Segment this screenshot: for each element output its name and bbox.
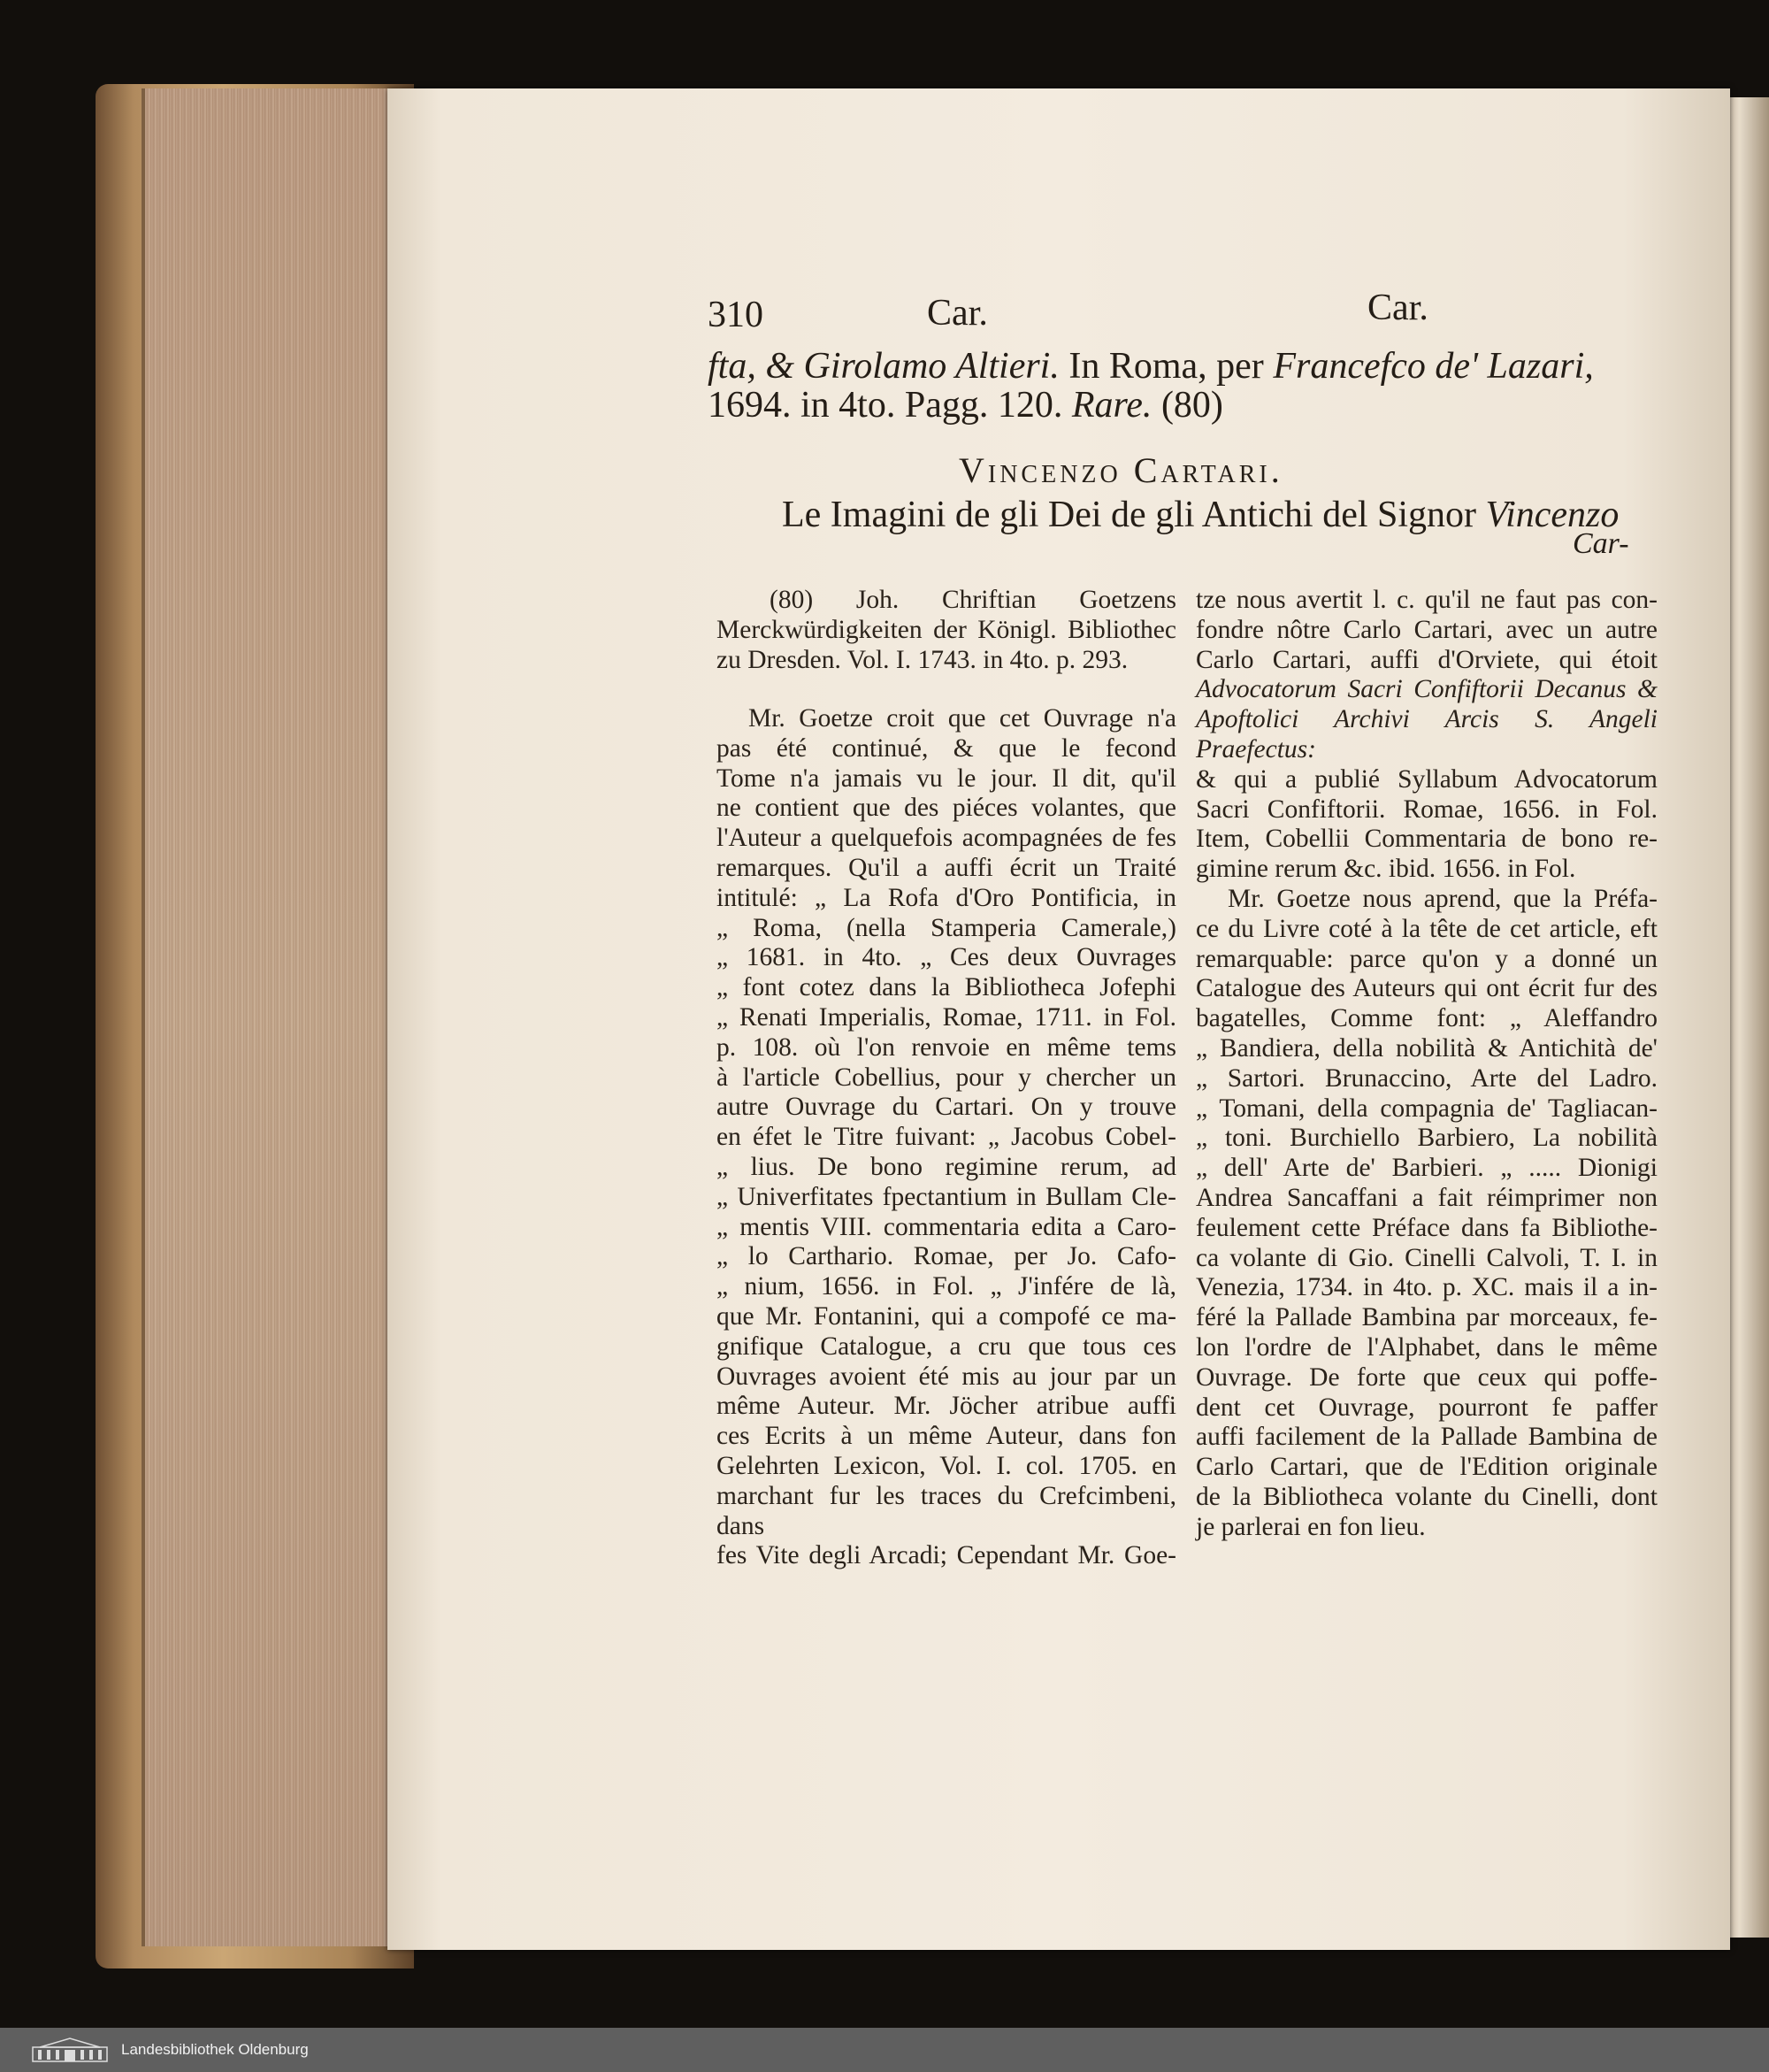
right-column: [1196, 586, 1658, 1543]
text-line: Tome n'a jamais vu le jour. Il dit, qu'il: [716, 764, 1176, 793]
text-line: auffi facilement de la Pallade Bambina de: [1196, 1423, 1658, 1452]
text-line: autre Ouvrage du Cartari. On y trouve: [716, 1093, 1176, 1122]
text-line: de la Bibliotheca volante du Cinelli, dont: [1196, 1482, 1658, 1511]
text-line: Mr. Goetze croit que cet Ouvrage n'a: [748, 704, 1176, 733]
footnote-line: zu Dresden. Vol. I. 1743. in 4to. p. 293.: [716, 645, 1129, 674]
left-column: [716, 704, 1176, 1571]
text-line: „ lo Carthario. Romae, per Jo. Cafo-: [716, 1242, 1176, 1271]
text-line: „ Renati Imperialis, Romae, 1711. in Fol.: [716, 1002, 1176, 1032]
text-line: Carlo Cartari, que de l'Edition originale: [1196, 1453, 1658, 1482]
text-line: bagatelles, Comme font: „ Aleffandro: [1196, 1004, 1658, 1033]
text-line: ce du Livre coté à la tête de cet article, eft: [1196, 914, 1658, 943]
text-line: je parlerai en fon lieu.: [1196, 1512, 1426, 1541]
text-line: intitulé: „ La Rofa d'Oro Pontificia, in: [716, 883, 1176, 912]
footer-institution: Landesbibliothek Oldenburg: [121, 2041, 309, 2058]
work-title-line: Le Imagini de gli Dei de gli Antichi del Signor Vincenzo: [782, 495, 1620, 535]
text-line: Gelehrten Lexicon, Vol. I. col. 1705. en: [716, 1451, 1176, 1480]
library-building-icon: [31, 2037, 109, 2063]
text-line: „ lius. De bono regimine rerum, ad: [716, 1152, 1176, 1181]
text-line: Venezia, 1734. in 4to. p. XC. mais il a in-: [1196, 1273, 1658, 1302]
text-line: ces Ecrits à un même Auteur, dans fon: [716, 1422, 1176, 1451]
text-line: „ mentis VIII. commentaria edita a Caro-: [716, 1212, 1176, 1241]
text-line: marchant fur les traces du Crefcimbeni, dans: [716, 1481, 1176, 1540]
text-line: „ dell' Arte de' Barbieri. „ ..... Dionigi: [1196, 1154, 1658, 1183]
running-head-right: Car.: [1367, 288, 1428, 328]
text-line: remarquable: parce qu'on y a donné un: [1196, 944, 1658, 973]
title-continuation-line-2: 1694. in 4to. Pagg. 120. Rare. (80): [708, 385, 1223, 426]
text-line: même Auteur. Mr. Jöcher atribue auffi: [716, 1392, 1176, 1421]
text-line: pas été continué, & que le fecond: [716, 733, 1176, 763]
footnote-line: Merckwürdigkeiten der Königl. Bibliothec: [716, 615, 1176, 644]
text-line: Mr. Goetze nous aprend, que la Préfa-: [1228, 884, 1658, 913]
text-line: Sacri Confiftorii. Romae, 1656. in Fol.: [1196, 794, 1658, 824]
author-heading: Vincenzo Cartari.: [959, 450, 1283, 490]
text-line: Advocatorum Sacri Confiftorii Decanus &: [1196, 675, 1658, 704]
page-number: 310: [708, 295, 763, 335]
text-line: Ouvrage. De forte que ceux qui poffe-: [1196, 1362, 1658, 1392]
running-head-left: Car.: [927, 293, 988, 334]
text-line: „ toni. Burchiello Barbiero, La nobilità: [1196, 1124, 1658, 1153]
footnote-line: (80) Joh. Chriftian Goetzens: [770, 586, 1176, 614]
text-line: & qui a publié Syllabum Advocatorum: [1196, 764, 1658, 794]
text-line: „ Sartori. Brunaccino, Arte del Ladro.: [1196, 1063, 1658, 1093]
text-line: Apoftolici Archivi Arcis S. Angeli Praefectus:: [1196, 705, 1658, 764]
text-line: „ Bandiera, della nobilità & Antichità de': [1196, 1033, 1658, 1063]
text-line: Ouvrages avoient été mis au jour par un: [716, 1362, 1176, 1391]
text-line: fondre nôtre Carlo Cartari, avec un autre: [1196, 615, 1658, 644]
text-line: gimine rerum &c. ibid. 1656. in Fol.: [1196, 855, 1576, 884]
book-page: [387, 88, 1730, 1950]
text-line: p. 108. où l'on renvoie en même tems: [716, 1032, 1176, 1062]
text-line: en éfet le Titre fuivant: „ Jacobus Cobel-: [716, 1123, 1176, 1152]
text-line: Catalogue des Auteurs qui ont écrit fur des: [1196, 974, 1658, 1003]
text-line: lon l'ordre de l'Alphabet, dans le même: [1196, 1332, 1658, 1362]
page-block-edges: [142, 88, 402, 1946]
text-line: Item, Cobellii Commentaria de bono re-: [1196, 825, 1658, 854]
footer-bar: [0, 2028, 1769, 2072]
text-line: „ Tomani, della compagnia de' Tagliacan-: [1196, 1094, 1658, 1123]
text-line: „ 1681. in 4to. „ Ces deux Ouvrages: [716, 943, 1176, 972]
text-line: l'Auteur a quelquefois acompagnées de fes: [716, 824, 1176, 853]
text-line: feulement cette Préface dans fa Bibliothe-: [1196, 1213, 1658, 1242]
text-line: à l'article Cobellius, pour y chercher un: [716, 1063, 1176, 1092]
title-continuation-line-1: fta, & Girolamo Altieri. In Roma, per Francefco de' Lazari,: [708, 346, 1594, 387]
text-line: tze nous avertit l. c. qu'il ne faut pas con-: [1196, 586, 1658, 614]
text-line: gnifique Catalogue, a cru que tous ces: [716, 1331, 1176, 1361]
text-line: „ font cotez dans la Bibliotheca Jofephi: [716, 973, 1176, 1002]
text-line: que Mr. Fontanini, qui a compofé ce ma-: [716, 1301, 1176, 1331]
text-line: „ Roma, (nella Stamperia Camerale,): [716, 913, 1176, 942]
text-line: „ Univerfitates fpectantium in Bullam Cle-: [716, 1182, 1176, 1211]
text-line: remarques. Qu'il a auffi écrit un Traité: [716, 853, 1176, 882]
footnote: [716, 586, 1176, 675]
text-line: féré la Pallade Bambina par morceaux, fe-: [1196, 1303, 1658, 1332]
text-line: Carlo Cartari, auffi d'Orviete, qui étoit: [1196, 645, 1658, 674]
catchword: Car-: [1573, 527, 1629, 560]
text-line: ne contient que des piéces volantes, que: [716, 794, 1176, 823]
text-line: „ nium, 1656. in Fol. „ J'infére de là,: [716, 1272, 1176, 1301]
text-line: ca volante di Gio. Cinelli Calvoli, T. I. in: [1196, 1243, 1658, 1272]
text-line: Andrea Sancaffani a fait réimprimer non: [1196, 1183, 1658, 1212]
text-line: dent cet Ouvrage, pourront fe paffer: [1196, 1393, 1658, 1422]
text-line: fes Vite degli Arcadi; Cependant Mr. Goe-: [716, 1541, 1176, 1570]
